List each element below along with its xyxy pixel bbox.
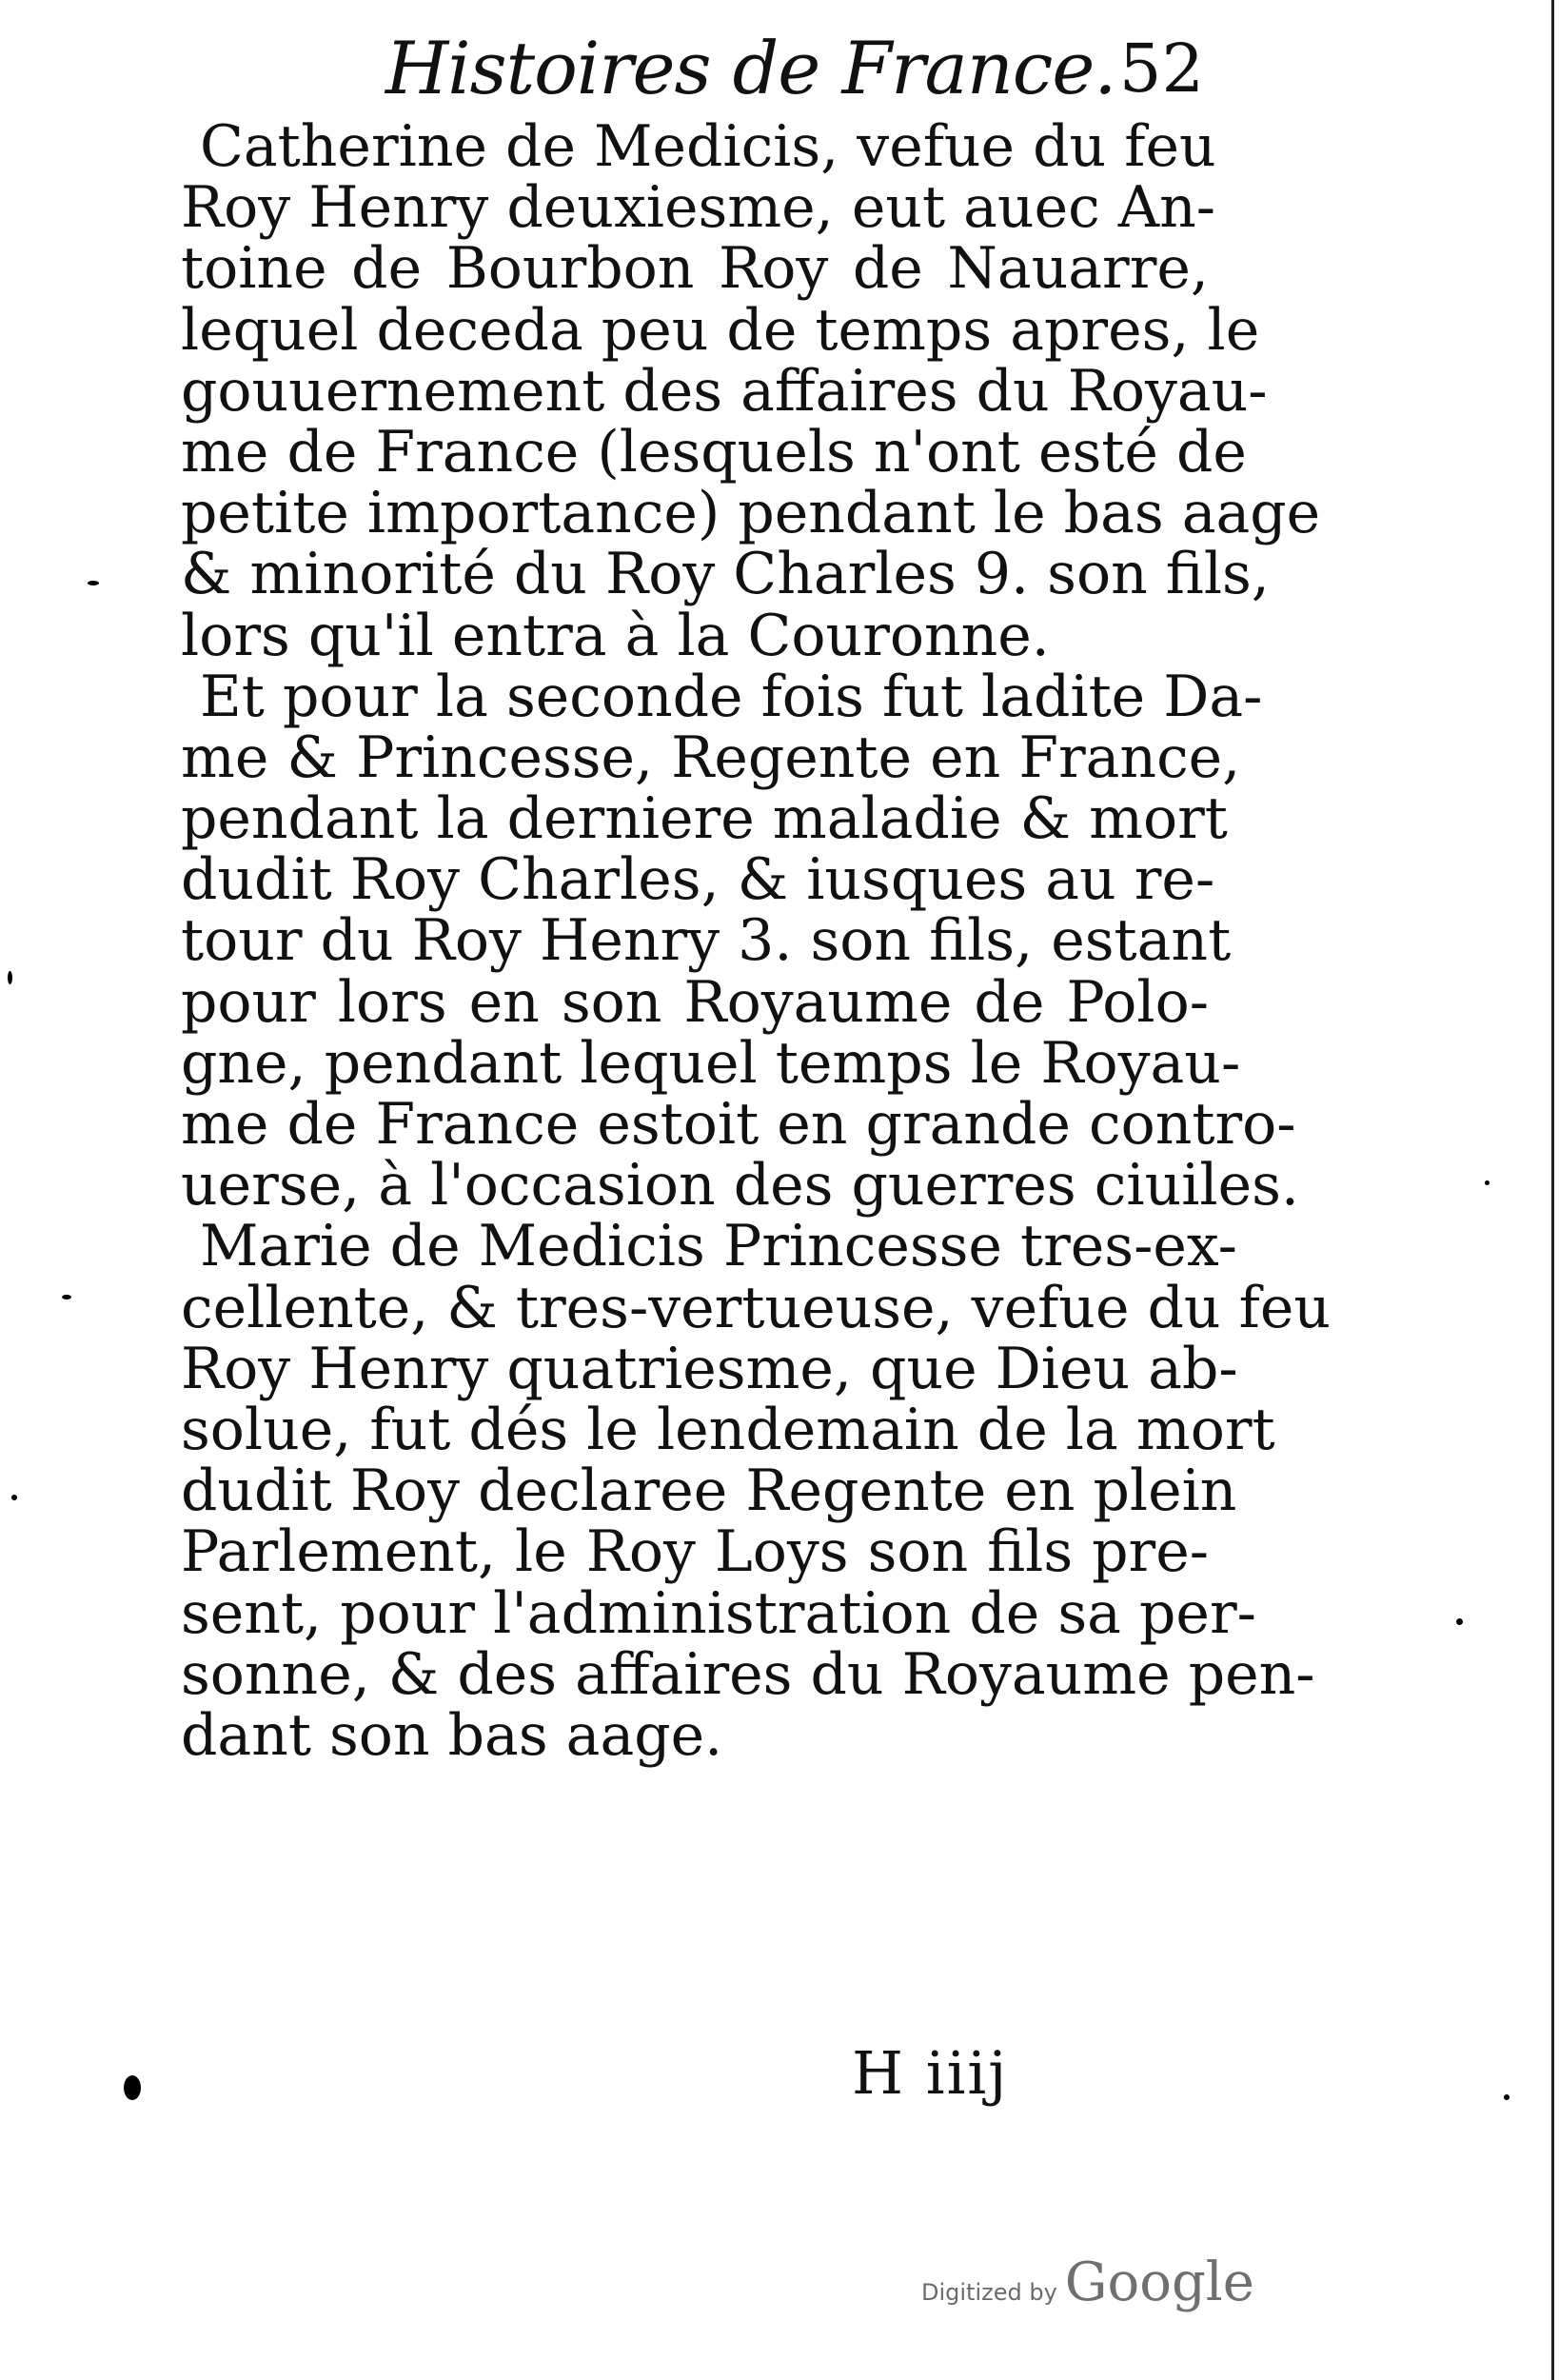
- text-line: dudit Roy Charles, & iusques au re-: [181, 846, 1215, 914]
- ink-speck: [11, 1495, 17, 1500]
- page-header: [385, 21, 1204, 116]
- text-line: gne, pendant lequel temps le Royau-: [181, 1029, 1241, 1097]
- page-number: 52: [1118, 30, 1204, 108]
- body-text: [181, 113, 1331, 1769]
- text-line: lors qu'il entra à la Couronne.: [181, 602, 1050, 669]
- ink-speck: [88, 581, 99, 585]
- text-line: me de France estoit en grande contro-: [181, 1091, 1296, 1158]
- page-edge-rule: [1551, 0, 1554, 2380]
- text-line: & minorité du Roy Charles 9. son fils,: [181, 541, 1270, 608]
- text-line: toine de Bourbon Roy de Nauarre,: [181, 235, 1209, 303]
- text-line: Marie de Medicis Princesse tres-ex-: [200, 1213, 1237, 1280]
- text-line: petite importance) pendant le bas aage: [181, 480, 1321, 547]
- ink-speck: [124, 2075, 141, 2100]
- text-line: lequel deceda peu de temps apres, le: [181, 296, 1260, 364]
- text-line: tour du Roy Henry 3. son fils, estant: [181, 907, 1232, 975]
- ink-speck: [8, 971, 12, 984]
- text-line: gouuernement des affaires du Royau-: [181, 357, 1268, 425]
- text-line: pendant la derniere maladie & mort: [181, 785, 1228, 853]
- text-line: solue, fut dés le lendemain de la mort: [181, 1396, 1275, 1463]
- text-line: Roy Henry quatriesme, que Dieu ab-: [181, 1335, 1238, 1402]
- text-line: me & Princesse, Regente en France,: [181, 724, 1241, 791]
- text-line: sonne, & des affaires du Royaume pen-: [181, 1640, 1315, 1708]
- text-line: dant son bas aage.: [181, 1701, 723, 1769]
- running-title: Histoires de France.: [385, 26, 1116, 110]
- text-line: uerse, à l'occasion des guerres ciuiles.: [181, 1152, 1299, 1220]
- ink-speck: [62, 1295, 71, 1299]
- text-line: pour lors en son Royaume de Polo-: [181, 968, 1209, 1036]
- ink-speck: [1504, 2094, 1510, 2100]
- watermark-prefix: Digitized by: [921, 2279, 1057, 2306]
- watermark-brand: Google: [1064, 2251, 1254, 2313]
- text-line: Roy Henry deuxiesme, eut auec An-: [181, 174, 1216, 242]
- text-line: cellente, & tres-vertueuse, vefue du feu: [181, 1274, 1331, 1341]
- ink-speck: [1485, 1180, 1490, 1185]
- digitization-watermark: [921, 2251, 1254, 2318]
- text-line: Parlement, le Roy Loys son fils pre-: [181, 1518, 1209, 1586]
- signature-mark: H iiij: [852, 2038, 1009, 2108]
- text-line: dudit Roy declaree Regente en plein: [181, 1458, 1237, 1525]
- text-line: sent, pour l'administration de sa per-: [181, 1579, 1256, 1647]
- text-line: Et pour la seconde fois fut ladite Da-: [200, 663, 1263, 730]
- ink-speck: [1456, 1618, 1463, 1625]
- text-line: Catherine de Medicis, vefue du feu: [200, 113, 1216, 180]
- text-line: me de France (lesquels n'ont esté de: [181, 418, 1247, 486]
